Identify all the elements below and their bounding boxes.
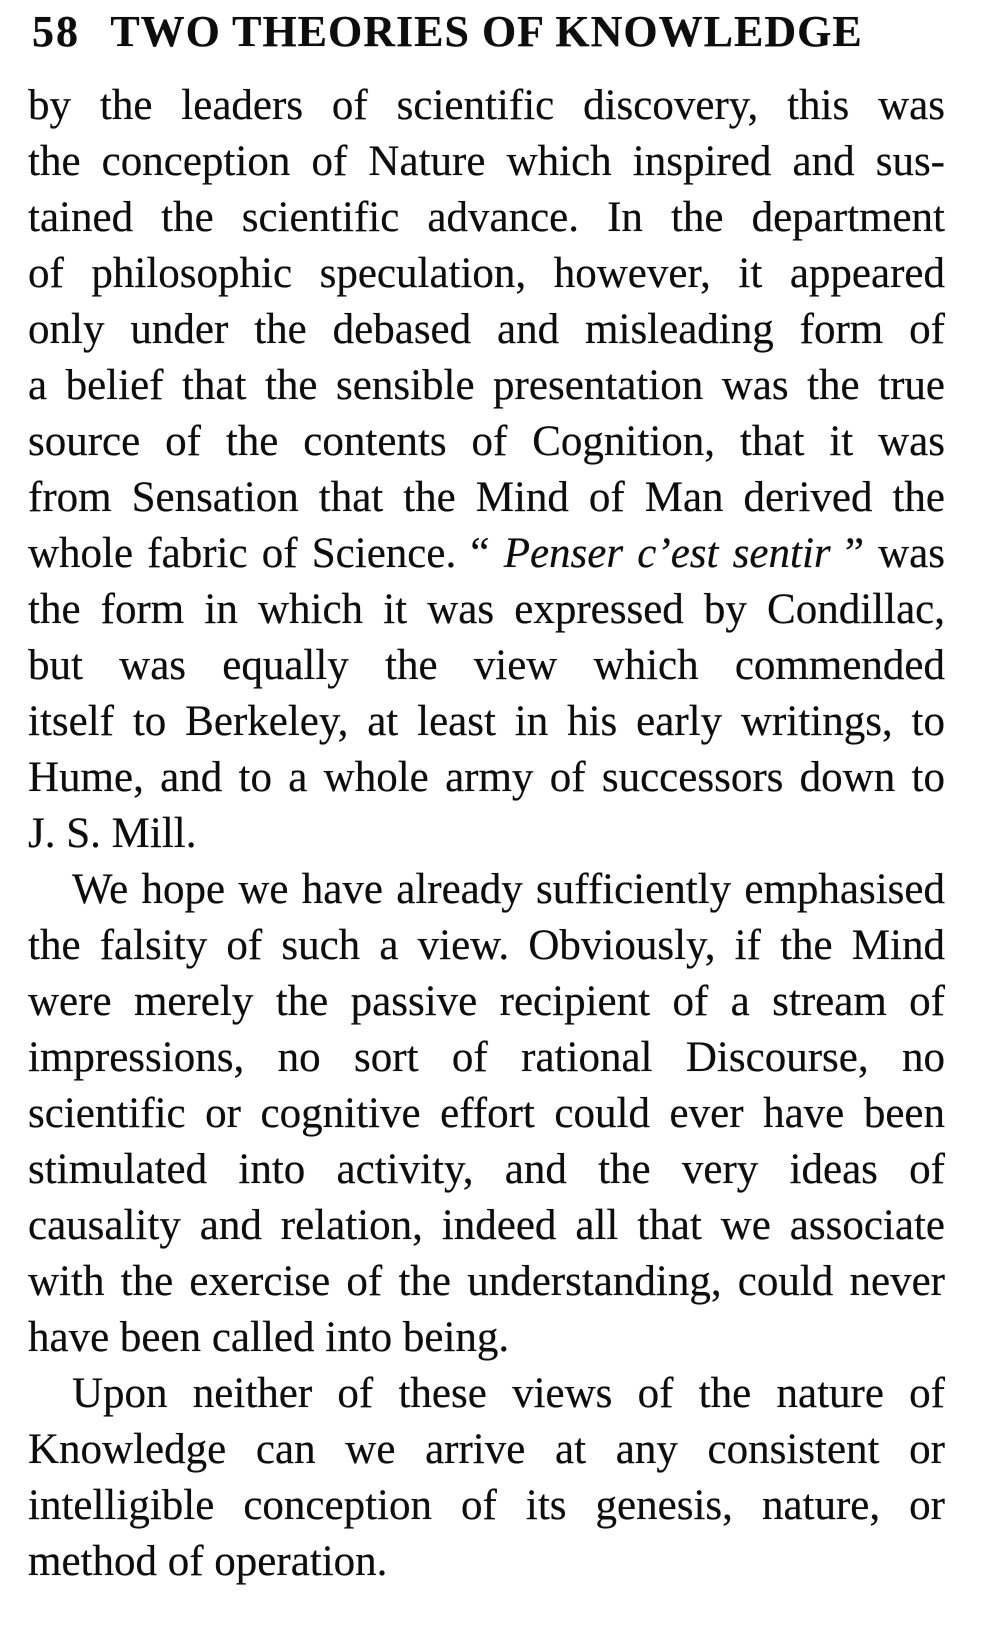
- text-line: itself to Berkeley, at least in his early writings, to: [28, 698, 945, 745]
- text-line: were merely the passive recipient of a stream of: [28, 978, 945, 1025]
- text-line: Upon neither of these views of the nature of: [72, 1370, 945, 1417]
- page-text: [28, 78, 945, 1590]
- text-line: the form in which it was expressed by Condillac,: [28, 586, 945, 633]
- quote-pre-text: whole fabric of Science. “: [28, 530, 504, 577]
- text-line: Knowledge can we arrive at any consistent or: [28, 1426, 945, 1473]
- text-line: the falsity of such a view. Obviously, if the Mind: [28, 922, 945, 969]
- text-line: from Sensation that the Mind of Man derived the: [28, 474, 945, 521]
- text-line: have been called into being.: [28, 1314, 510, 1361]
- text-line: method of operation.: [28, 1538, 388, 1585]
- page-number: 58: [32, 7, 80, 56]
- text-line: tained the scientific advance. In the department: [28, 194, 945, 241]
- text-line: Hume, and to a whole army of successors down to: [28, 754, 945, 801]
- text-line: stimulated into activity, and the very ideas of: [28, 1146, 945, 1193]
- text-line: the conception of Nature which inspired and sus-: [28, 138, 945, 185]
- text-line: of philosophic speculation, however, it appeared: [28, 250, 945, 297]
- text-line: scientific or cognitive effort could ever have been: [28, 1090, 945, 1137]
- quote-post-text: ” was: [830, 530, 945, 577]
- text-line: a belief that the sensible presentation was the true: [28, 362, 945, 409]
- paragraph-3: [28, 1366, 945, 1590]
- french-quotation-italic: Penser c’est sentir: [503, 530, 831, 577]
- text-line: by the leaders of scientific discovery, this was: [28, 82, 945, 129]
- text-line: but was equally the view which commended: [28, 642, 945, 689]
- text-line: with the exercise of the understanding, could never: [28, 1258, 945, 1305]
- text-line: source of the contents of Cognition, that it was: [28, 418, 945, 465]
- text-line: J. S. Mill.: [28, 810, 197, 857]
- paragraph-1: [28, 78, 945, 862]
- page-header: [28, 4, 945, 64]
- text-line: intelligible conception of its genesis, nature, or: [28, 1482, 945, 1529]
- paragraph-2: [28, 862, 945, 1366]
- text-line: We hope we have already sufficiently emphasised: [72, 866, 945, 913]
- text-line: causality and relation, indeed all that we associate: [28, 1202, 945, 1249]
- text-line: impressions, no sort of rational Discourse, no: [28, 1034, 945, 1081]
- text-line-with-quote: [28, 526, 945, 582]
- text-line: only under the debased and misleading form of: [28, 306, 945, 353]
- running-title: TWO THEORIES OF KNOWLEDGE: [110, 7, 863, 56]
